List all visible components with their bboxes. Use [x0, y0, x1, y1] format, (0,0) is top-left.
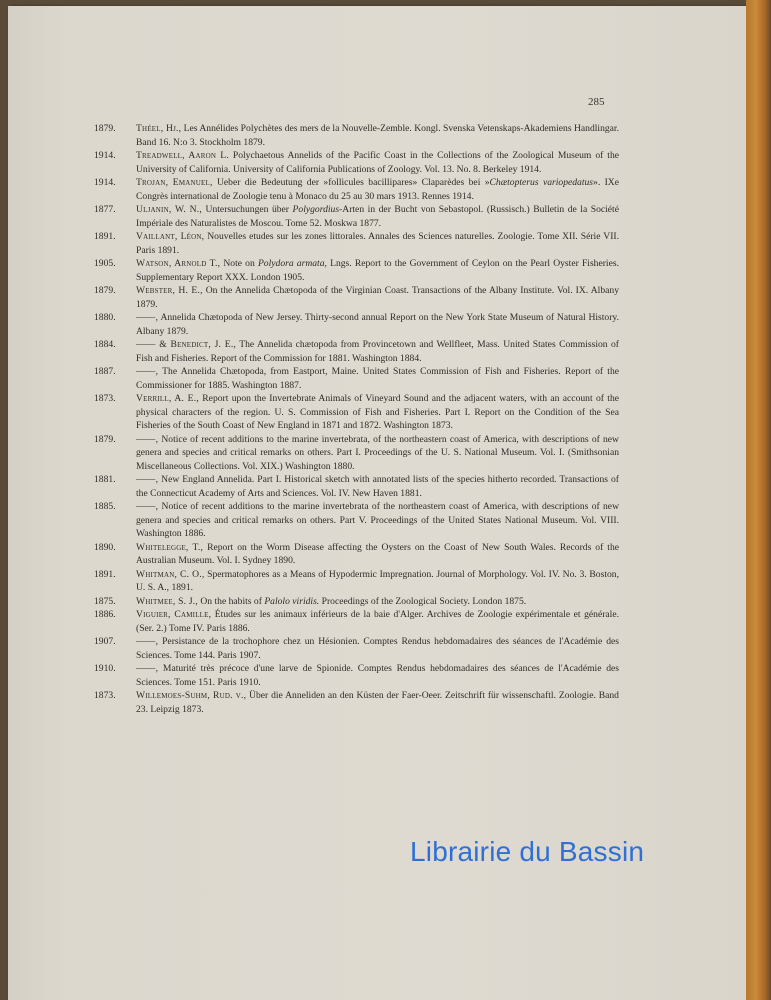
entry-text: Notice of recent additions to the marine invertebrata, of the northeastern coast of America, with descriptions of new genera and species and critical remarks on others. Part I. Proceedings of the U. S. National Museum. Vol. I. (Smithsonian Miscellaneous Collections. Vol. XIX.) Washington 1880.: [136, 433, 619, 472]
entry-text: Les Annélides Polychètes des mers de la Nouvelle-Zemble. Kongl. Svenska Vetenskaps-Akademiens Handlingar. Band 16. N:o 3. Stockholm 1879.: [136, 123, 619, 148]
entry-text: Notice of recent additions to the marine invertebrata of the northeastern coast of America, with descriptions of new genera and species and critical remarks on others. Part V. Proceedings of the United States National Museum. Vol. VIII. Washington 1886.: [136, 501, 619, 539]
reference-entry: [94, 311, 619, 338]
entry-text: Persistance de la trochophore chez un Hésionien. Comptes Rendus hebdomadaires des séances de l'Académie des Sciences. Tome 144. Paris 1907.: [136, 636, 619, 661]
entry-author: Whitelegge, T.,: [136, 541, 204, 553]
entry-text: Annelida Chætopoda of New Jersey. Thirty-second annual Report on the New York State Museum of Natural History. Albany 1879.: [136, 312, 619, 337]
entry-author: Vaillant, Léon,: [136, 231, 205, 242]
entry-author: Whitmee, S. J.,: [136, 595, 198, 607]
entry-text-continued: ». IXe Congrès international de Zoologie tenu à Monaco du 25 au 30 mars 1913. Rennes 1914.: [136, 177, 619, 202]
reference-entry: [94, 473, 619, 500]
reference-entry: [94, 284, 619, 311]
entry-author: Théel, Hj.,: [136, 123, 182, 134]
entry-year: 1873.: [94, 393, 116, 404]
entry-year: 1891.: [94, 231, 116, 242]
reference-entry: [94, 662, 619, 689]
entry-author: ——,: [136, 663, 159, 674]
reference-entry: [94, 392, 619, 433]
entry-author: Webster, H. E.,: [136, 285, 203, 296]
entry-year: 1880.: [94, 312, 116, 323]
entry-text: Ueber die Bedeutung der »follicules bacillipares» Claparèdes bei »: [212, 177, 490, 188]
entry-year: 1891.: [94, 568, 116, 580]
entry-year: 1890.: [94, 541, 116, 553]
entry-text: Note on: [220, 258, 258, 269]
entry-text: Études sur les animaux inférieurs de la baie d'Alger. Archives de Zoologie expérimentale et générale. (Ser. 2.) Tome IV. Paris 1886.: [136, 609, 620, 634]
entry-author: Trojan, Emanuel,: [136, 177, 213, 188]
reference-entry: [94, 257, 619, 284]
page-number: 285: [588, 96, 605, 108]
reference-entry: [94, 608, 619, 635]
entry-year: 1886.: [94, 609, 116, 620]
entry-text: Report upon the Invertebrate Animals of Vineyard Sound and the adjacent waters, with an account of the physical characters of the region. U. S. Commission of Fish and Fisheries. Part I. Report on the Condition of the Sea Fisheries of the South Coast of New England in 1871 and 1872. Washington 1873.: [136, 393, 619, 431]
reference-list: [94, 122, 619, 716]
entry-year: 1879.: [94, 285, 116, 296]
entry-year: 1884.: [94, 339, 116, 350]
entry-text: Nouvelles etudes sur les zones littorales. Annales des Sciences naturelles. Zoologie. Tome XII. Série VII. Paris 1891.: [136, 231, 619, 256]
entry-text: On the habits of: [197, 595, 265, 607]
entry-text-continued: Proceedings of the Zoological Society. London 1875.: [319, 595, 527, 607]
entry-year: 1914.: [94, 150, 116, 161]
entry-year: 1873.: [94, 690, 116, 701]
entry-year: 1910.: [94, 663, 116, 674]
entry-text: New England Annelida. Part I. Historical sketch with annotated lists of the species hitherto recorded. Transactions of the Connecticut Academy of Arts and Sciences. Vol. IV. New Haven 1881.: [136, 474, 619, 499]
entry-author: ——,: [136, 636, 159, 647]
reference-entry: [94, 595, 619, 609]
entry-text: Report on the Worm Disease affecting the Oysters on the Coast of New South Wales. Records of the Australian Museum. Vol. I. Sydney 1890.: [136, 541, 620, 566]
entry-author: Treadwell, Aaron L.: [136, 150, 229, 161]
reference-entry: [94, 433, 619, 474]
reference-entry: [94, 122, 619, 149]
entry-author: ——,: [136, 501, 159, 512]
entry-italic-text: Chætopterus variopedatus: [489, 177, 594, 188]
entry-author: Whitman, C. O.,: [136, 568, 205, 580]
entry-text-continued: Lngs. Report to the Government of Ceylon on the Pearl Oyster Fisheries. Supplementary Report XXX. London 1905.: [136, 258, 619, 283]
entry-text: Über die Anneliden an den Küsten der Faer-Oeer. Zeitschrift für wissenschaftl. Zoologie. Band 23. Leipzig 1873.: [136, 690, 619, 715]
reference-entry: [94, 338, 619, 365]
entry-text: The Annelida chætopoda from Provincetown and Wellfleet, Mass. United States Commission of Fish and Fisheries. Report of the Commission for 1881. Washington 1884.: [136, 339, 619, 364]
entry-author: Viguier, Camille,: [136, 609, 212, 620]
page-edge: [746, 0, 771, 1000]
entry-text: The Annelida Chætopoda, from Eastport, Maine. United States Commission of Fish and Fisheries. Report of the Commissioner for 1885. Washington 1887.: [136, 366, 619, 391]
entry-text: On the Annelida Chætopoda of the Virginian Coast. Transactions of the Albany Institute. Vol. IX. Albany 1879.: [136, 285, 620, 310]
entry-year: 1907.: [94, 636, 116, 647]
entry-text: Polychaetous Annelids of the Pacific Coast in the Collections of the Zoological Museum of the University of California. University of California Publications of Zoology. Vol. 13. No. 8. Berkeley 1914.: [136, 150, 619, 175]
entry-italic-text: Polygordius: [292, 204, 340, 215]
entry-text: Maturité très précoce d'une larve de Spionide. Comptes Rendus hebdomadaires des séances de l'Académie des Sciences. Tome 151. Paris 1910.: [136, 663, 619, 688]
entry-year: 1887.: [94, 366, 116, 377]
entry-author: Verrill, A. E.,: [136, 393, 199, 404]
reference-entry: [94, 568, 619, 595]
reference-entry: [94, 176, 619, 203]
entry-author: —— & Benedict, J. E.,: [136, 339, 237, 350]
watermark-text: Librairie du Bassin: [410, 836, 645, 867]
entry-year: 1905.: [94, 258, 116, 269]
entry-text: Spermatophores as a Means of Hypodermic Impregnation. Journal of Morphology. Vol. IV. No. 3. Boston, U. S. A., 1891.: [136, 568, 619, 593]
entry-year: 1881.: [94, 474, 116, 485]
entry-year: 1879.: [94, 123, 116, 134]
entry-year: 1879.: [94, 433, 116, 445]
entry-italic-text: Polydora armata,: [257, 258, 327, 269]
entry-italic-text: Palolo viridis.: [264, 595, 320, 607]
reference-entry: [94, 230, 619, 257]
entry-year: 1877.: [94, 204, 116, 215]
entry-text: Untersuchungen über: [202, 204, 293, 215]
entry-author: ——,: [136, 312, 159, 323]
reference-entry: [94, 541, 619, 568]
reference-entry: [94, 365, 619, 392]
entry-author: Willemoes-Suhm, Rud. v.,: [136, 690, 247, 701]
entry-year: 1914.: [94, 177, 116, 188]
entry-year: 1885.: [94, 501, 116, 512]
reference-entry: [94, 689, 619, 716]
reference-entry: [94, 500, 619, 541]
reference-entry: [94, 635, 619, 662]
entry-year: 1875.: [94, 595, 116, 607]
entry-author: ——,: [136, 433, 159, 445]
entry-author: ——,: [136, 474, 159, 485]
entry-author: Watson, Arnold T.,: [136, 258, 221, 269]
reference-entry: [94, 149, 619, 176]
entry-text-continued: -Arten in der Bucht von Sebastopol. (Russisch.) Bulletin de la Société Impériale des Naturalistes de Moscou. Tome 52. Moskwa 1877.: [136, 204, 619, 229]
entry-author: Uljanin, W. N.,: [136, 204, 203, 215]
reference-entry: [94, 203, 619, 230]
entry-author: ——,: [136, 366, 159, 377]
